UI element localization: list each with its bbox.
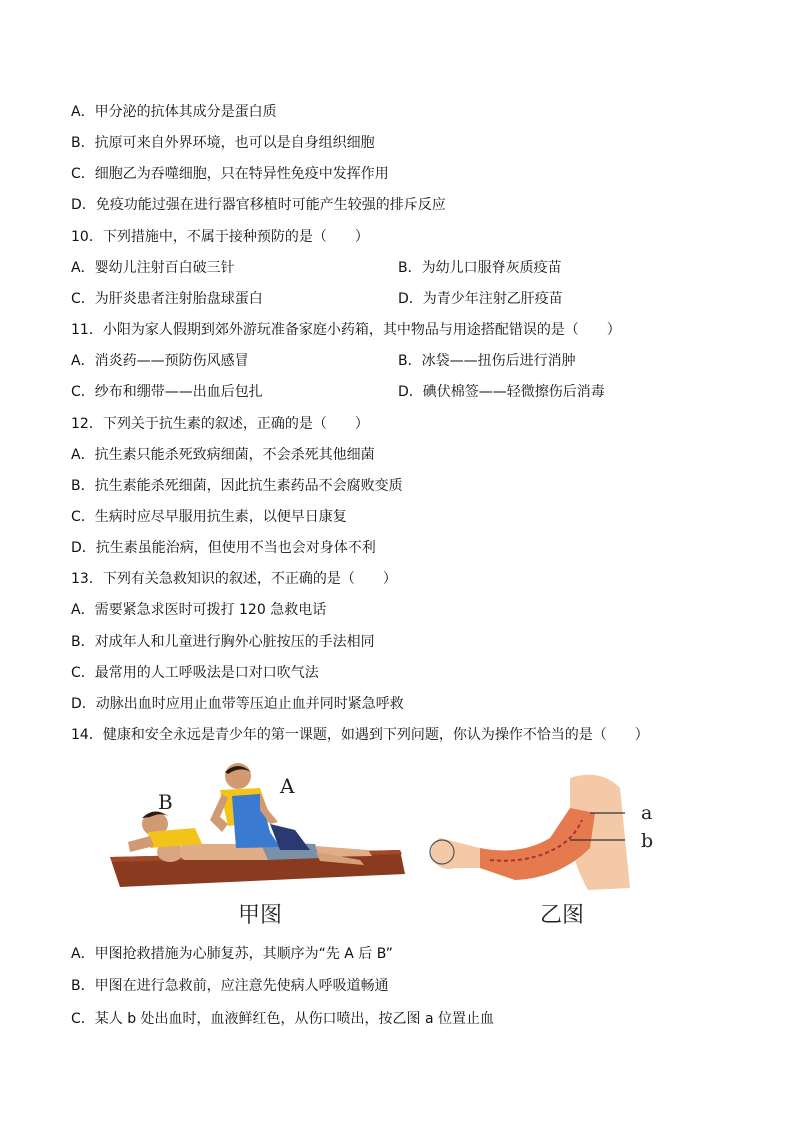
left-figure-caption: 甲图 [238, 903, 283, 928]
q10-option-d: D．为青少年注射乙肝疫苗 [398, 291, 563, 307]
q11-option-b: B．冰袋——扭伤后进行消肿 [398, 353, 576, 369]
right-figure-caption: 乙图 [540, 903, 585, 928]
q13-option-a: A．需要紧急求医时可拨打 120 急救电话 [71, 602, 327, 618]
q10-option-b: B．为幼儿口服脊灰质疫苗 [398, 260, 562, 276]
q14-option-c: C．某人 b 处出血时，血液鲜红色，从伤口喷出，按乙图 a 位置止血 [71, 1011, 495, 1027]
q12-stem: 12．下列关于抗生素的叙述，正确的是（ ） [71, 416, 369, 432]
q13-option-d: D．动脉出血时应用止血带等压迫止血并同时紧急呼救 [71, 696, 404, 712]
q11-option-a: A．消炎药——预防伤风感冒 [71, 353, 249, 369]
figure-label-a: A [280, 774, 295, 798]
q13-option-c: C．最常用的人工呼吸法是口对口吹气法 [71, 665, 319, 681]
q14-option-a: A．甲图抢救措施为心肺复苏，其顺序为“先 A 后 B” [71, 946, 393, 962]
cpr-illustration [110, 762, 410, 892]
q9-option-b: B．抗原可来自外界环境，也可以是自身组织细胞 [71, 135, 375, 151]
figure-label-a-lower: a [641, 802, 653, 824]
q10-stem: 10．下列措施中，不属于接种预防的是（ ） [71, 229, 369, 245]
q10-option-c: C．为肝炎患者注射胎盘球蛋白 [71, 291, 263, 307]
q10-option-a: A．婴幼儿注射百白破三针 [71, 260, 235, 276]
q9-option-a: A．甲分泌的抗体其成分是蛋白质 [71, 104, 277, 120]
q14-option-b: B．甲图在进行急救前，应注意先使病人呼吸道畅通 [71, 978, 389, 994]
forearm-fist [431, 838, 480, 869]
q14-figure [100, 762, 660, 927]
q11-stem: 11．小阳为家人假期到郊外游玩准备家庭小药箱，其中物品与用途搭配错误的是（ ） [71, 322, 621, 338]
q12-option-d: D．抗生素虽能治病，但使用不当也会对身体不利 [71, 540, 376, 556]
q11-option-c: C．纱布和绷带——出血后包扎 [71, 384, 263, 400]
q12-option-c: C．生病时应尽早服用抗生素，以便早日康复 [71, 509, 347, 525]
q12-option-a: A．抗生素只能杀死致病细菌，不会杀死其他细菌 [71, 447, 375, 463]
q9-option-d: D．免疫功能过强在进行器官移植时可能产生较强的排斥反应 [71, 197, 446, 213]
arm-illustration [420, 768, 653, 898]
q9-option-c: C．细胞乙为吞噬细胞，只在特异性免疫中发挥作用 [71, 166, 389, 182]
q13-stem: 13．下列有关急救知识的叙述，不正确的是（ ） [71, 571, 397, 587]
q14-stem: 14．健康和安全永远是青少年的第一课题，如遇到下列问题，你认为操作不恰当的是（ ） [71, 727, 649, 743]
q12-option-b: B．抗生素能杀死细菌，因此抗生素药品不会腐败变质 [71, 478, 403, 494]
q13-option-b: B．对成年人和儿童进行胸外心脏按压的手法相同 [71, 634, 375, 650]
figure-label-b-lower: b [641, 830, 654, 852]
figure-label-b: B [158, 790, 173, 814]
q11-option-d: D．碘伏棉签——轻微擦伤后消毒 [398, 384, 605, 400]
upper-arm [480, 808, 595, 880]
